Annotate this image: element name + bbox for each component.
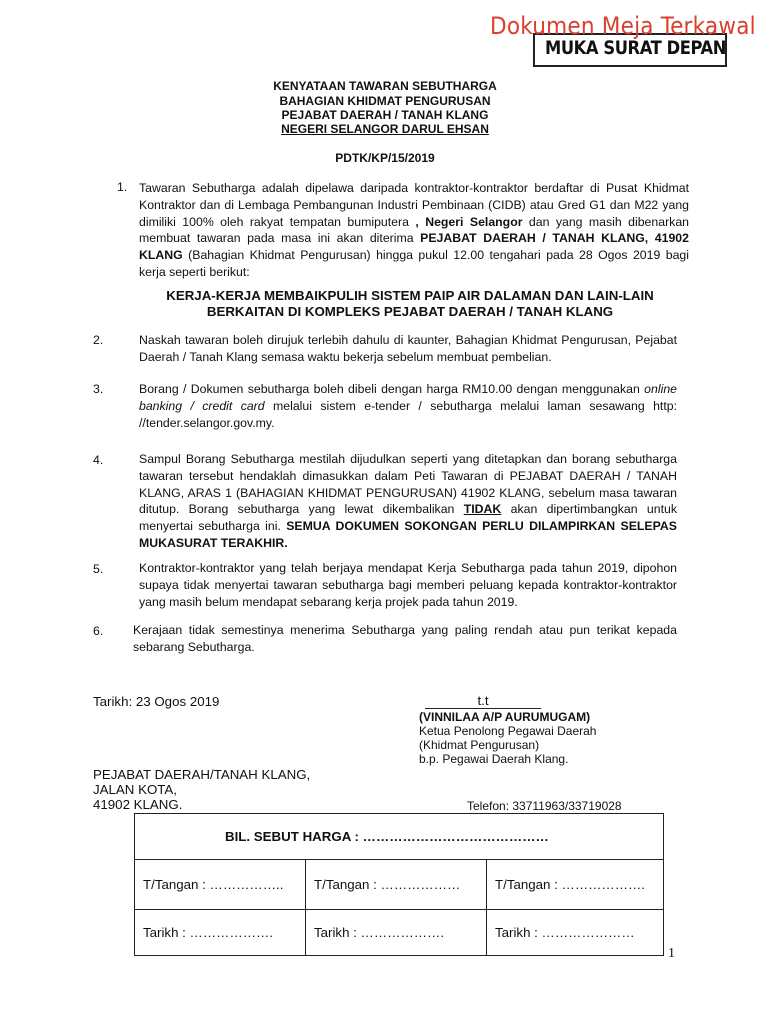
text-italic: online banking / credit card xyxy=(139,382,677,413)
quotation-form-table xyxy=(134,813,664,956)
item-number: 3. xyxy=(93,382,104,396)
text: Borang / Dokumen sebutharga boleh dibeli dengan harga RM10.00 dengan menggunakan xyxy=(139,382,645,396)
doc-title: KENYATAAN TAWARAN SEBUTHARGA xyxy=(273,79,497,93)
text-bold: SEMUA DOKUMEN SOKONGAN PERLU DILAMPIRKAN SELEPAS MUKASURAT TERAKHIR. xyxy=(139,519,677,550)
issue-date: Tarikh: 23 Ogos 2019 xyxy=(93,694,220,709)
item-number: 2. xyxy=(93,333,104,347)
paragraph-3 xyxy=(139,381,677,431)
paragraph-5: Kontraktor-kontraktor yang telah berjaya mendapat Kerja Sebutharga pada tahun 2019, dipohon supaya tidak menyertai tawaran sebutharga bagi memberi peluang kepada kontraktor-kontraktor yang masih belum mendapat sebarang kerja projek pada tahun 2019. xyxy=(139,561,677,609)
doc-subtitle-1: BAHAGIAN KHIDMAT PENGURUSAN xyxy=(279,94,491,108)
text: (Bahagian Khidmat Pengurusan) hingga pukul 12.00 tengahari pada 28 Ogos 2019 bagi kerja seperti berikut: xyxy=(139,248,689,279)
signatory-behalf: b.p. Pegawai Daerah Klang. xyxy=(419,752,569,766)
paragraph-1 xyxy=(139,180,689,281)
paragraph-6: Kerajaan tidak semestinya menerima Sebutharga yang paling rendah atau pun terikat kepada sebarang Sebutharga. xyxy=(133,623,677,654)
text-bold-underline: TIDAK xyxy=(463,502,502,517)
text: Tawaran Sebutharga adalah dipelawa daripada kontraktor-kontraktor berdaftar di Pusat Khidmat Kontraktor dan di Lembaga Pembangunan Industri Pembinaan (CIDB) atau Gred G1 dan M22 yang dimiliki 100% oleh rakyat tempatan bumiputera xyxy=(139,181,689,229)
reference-number: PDTK/KP/15/2019 xyxy=(335,151,435,165)
project-title-line-1: KERJA-KERJA MEMBAIKPULIH SISTEM PAIP AIR DALAMAN DAN LAIN-LAIN xyxy=(166,288,654,303)
watermark: Dokumen Meja Terkawal xyxy=(490,12,756,40)
date-field: Tarikh : ………………… xyxy=(487,910,664,956)
text: Sampul Borang Sebutharga mestilah dijudulkan seperti yang ditetapkan dan borang sebutharga tawaran tersebut hendaklah dimasukkan dalam Peti Tawaran di PEJABAT DAERAH / TANAH KLANG, ARAS 1 (BAHAGIAN KHIDMAT PENGURUSAN) 41902 KLANG, sebelum masa tawaran ditutup. Borang sebutharga yang lewat dikembalikan xyxy=(139,452,677,517)
text: dan yang masih dibenarkan membuat tawaran pada masa ini akan diterima xyxy=(139,214,689,246)
address-line-2: JALAN KOTA, xyxy=(93,782,177,797)
signature-field: T/Tangan : ………………. xyxy=(487,860,664,910)
item-number: 1. xyxy=(117,180,128,194)
doc-subtitle-3: NEGERI SELANGOR DARUL EHSAN xyxy=(281,122,489,136)
page-number: 1 xyxy=(668,946,675,961)
signature-field: T/Tangan : ……………… xyxy=(306,860,487,910)
text-bold: , Negeri Selangor xyxy=(415,214,523,229)
project-title-line-2: BERKAITAN DI KOMPLEKS PEJABAT DAERAH / TANAH KLANG xyxy=(206,304,614,319)
text-bold: PEJABAT DAERAH / TANAH KLANG, 41902 KLANG xyxy=(139,231,689,263)
address-line-3: 41902 KLANG. xyxy=(93,797,183,812)
paragraph-2: Naskah tawaran boleh dirujuk terlebih dahulu di kaunter, Bahagian Khidmat Pengurusan, Pejabat Daerah / Tanah Klang semasa waktu bekerja sebelum membuat pembelian. xyxy=(139,333,677,364)
signatory-role: Ketua Penolong Pegawai Daerah xyxy=(419,724,597,738)
address-line-1: PEJABAT DAERAH/TANAH KLANG, xyxy=(93,767,311,782)
table-row xyxy=(135,814,664,860)
signatory-department: (Khidmat Pengurusan) xyxy=(419,738,540,752)
signature-line: t.t xyxy=(425,693,541,709)
table-row xyxy=(135,910,664,956)
table-row xyxy=(135,860,664,910)
paragraph-4 xyxy=(139,451,677,552)
telephone: Telefon: 33711963/33719028 xyxy=(467,799,622,813)
bil-field: BIL. SEBUT HARGA : …………………………………… xyxy=(135,814,664,860)
doc-subtitle-2: PEJABAT DAERAH / TANAH KLANG xyxy=(281,108,489,122)
stamp-text: MUKA SURAT DEPAN xyxy=(545,37,727,59)
text: akan dipertimbangkan untuk menyertai sebutharga ini. xyxy=(139,502,677,534)
text: melalui sistem e-tender / sebutharga melalui laman sesawang http: //tender.selangor.gov.my. xyxy=(139,398,678,430)
item-number: 4. xyxy=(93,453,104,467)
date-field: Tarikh : ………………. xyxy=(135,910,306,956)
item-number: 5. xyxy=(93,562,104,576)
date-field: Tarikh : ………………. xyxy=(306,910,487,956)
signature-field: T/Tangan : …………….. xyxy=(135,860,306,910)
signatory-name: (VINNILAA A/P AURUMUGAM) xyxy=(419,710,591,724)
item-number: 6. xyxy=(93,624,104,638)
